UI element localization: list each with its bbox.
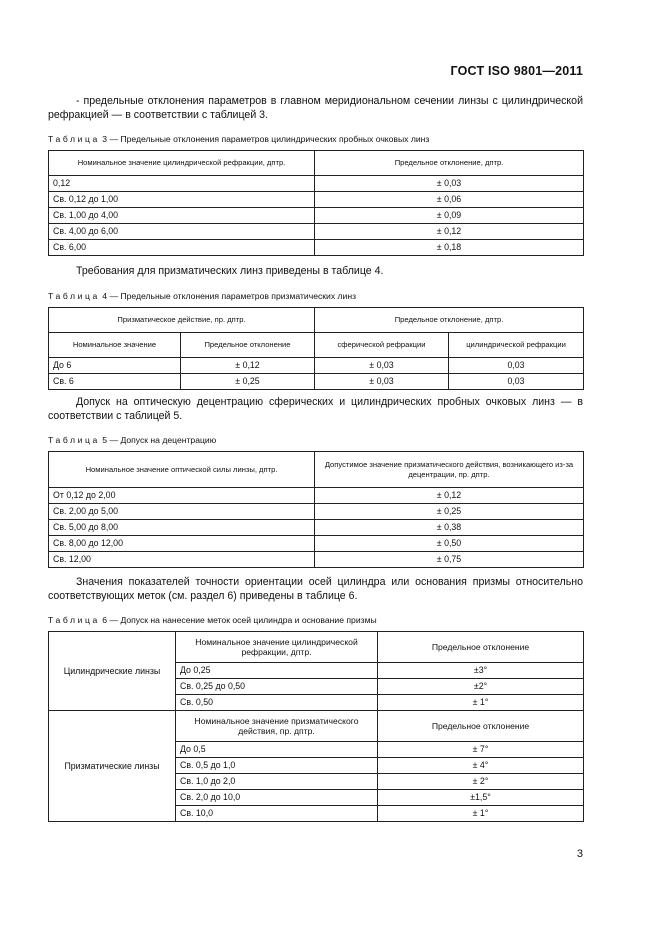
table6-cell: ± 7° bbox=[378, 742, 584, 758]
table6-cell: ±1,5° bbox=[378, 790, 584, 806]
table3-cell: ± 0,12 bbox=[315, 224, 584, 240]
table6-cell: Св. 1,0 до 2,0 bbox=[176, 774, 378, 790]
table6-cell: ±2° bbox=[378, 679, 584, 695]
table3-cell: ± 0,18 bbox=[315, 240, 584, 256]
table6-cell: До 0,5 bbox=[176, 742, 378, 758]
table4-cell: ± 0,12 bbox=[181, 358, 315, 374]
table3 bbox=[48, 150, 584, 256]
table-row bbox=[49, 176, 584, 192]
table3-cell: ± 0,09 bbox=[315, 208, 584, 224]
table4-cell: ± 0,03 bbox=[315, 358, 449, 374]
table6-cyl-header-col2: Предельное отклонение bbox=[378, 632, 584, 663]
orientation-paragraph: Значения показателей точности ориентации осей цилиндра или основания призмы относительно соответствующих меток (см. раздел 6) приведены в таблице 6. bbox=[48, 576, 583, 603]
table3-cell: ± 0,03 bbox=[315, 176, 584, 192]
table3-caption-label: Таблица bbox=[48, 134, 100, 144]
table-row bbox=[49, 536, 584, 552]
table5-caption bbox=[48, 435, 216, 445]
table5-cell: ± 0,75 bbox=[315, 552, 584, 568]
table5-cell: Св. 2,00 до 5,00 bbox=[49, 504, 315, 520]
table6-cell: До 0,25 bbox=[176, 663, 378, 679]
decentration-paragraph: Допуск на оптическую децентрацию сферических и цилиндрических пробных очковых линз — в соответствии с таблицей 5. bbox=[48, 396, 583, 423]
table3-caption-text: 3 — Предельные отклонения параметров цилиндрических пробных очковых линз bbox=[99, 134, 430, 144]
table4-sub-spherical: сферической рефракции bbox=[315, 333, 449, 358]
document-header: ГОСТ ISO 9801—2011 bbox=[450, 64, 583, 78]
table6-group-prismatic: Призматические линзы bbox=[49, 711, 176, 822]
page-number: 3 bbox=[576, 848, 583, 860]
table6-cyl-header-col1: Номинальное значение цилиндрической рефракции, дптр. bbox=[176, 632, 378, 663]
table6 bbox=[48, 631, 584, 822]
table4-cell: 0,03 bbox=[449, 374, 584, 390]
table4-group-prism: Призматическое действие, пр. дптр. bbox=[49, 308, 315, 333]
table4-group-deviation: Предельное отклонение, дптр. bbox=[315, 308, 584, 333]
table3-cell: ± 0,06 bbox=[315, 192, 584, 208]
table6-caption-text: 6 — Допуск на нанесение меток осей цилиндра и основание призмы bbox=[99, 615, 377, 625]
table3-cell: Св. 0,12 до 1,00 bbox=[49, 192, 315, 208]
table5-cell: Св. 12,00 bbox=[49, 552, 315, 568]
table3-cell: Св. 1,00 до 4,00 bbox=[49, 208, 315, 224]
table-row bbox=[49, 208, 584, 224]
table5-caption-text: 5 — Допуск на децентрацию bbox=[99, 435, 217, 445]
table-row bbox=[49, 504, 584, 520]
table6-caption-label: Таблица bbox=[48, 615, 100, 625]
table5-header-col1: Номинальное значение оптической силы линзы, дптр. bbox=[49, 452, 315, 488]
prism-requirements-paragraph: Требования для призматических линз приведены в таблице 4. bbox=[76, 265, 384, 277]
table6-cell: ± 1° bbox=[378, 806, 584, 822]
table4-caption bbox=[48, 291, 356, 301]
table4-cell: До 6 bbox=[49, 358, 181, 374]
table6-cell: Св. 10,0 bbox=[176, 806, 378, 822]
table5-cell: Св. 5,00 до 8,00 bbox=[49, 520, 315, 536]
table-row bbox=[49, 224, 584, 240]
table6-cell: Св. 2,0 до 10,0 bbox=[176, 790, 378, 806]
table3-cell: Св. 4,00 до 6,00 bbox=[49, 224, 315, 240]
table4-caption-text: 4 — Предельные отклонения параметров призматических линз bbox=[99, 291, 357, 301]
table4-cell: ± 0,03 bbox=[315, 374, 449, 390]
table4-sub-nominal: Номинальное значение bbox=[49, 333, 181, 358]
table6-caption bbox=[48, 615, 377, 625]
table6-cell: Св. 0,25 до 0,50 bbox=[176, 679, 378, 695]
table6-group-cylindrical: Цилиндрические линзы bbox=[49, 632, 176, 711]
table5 bbox=[48, 451, 584, 568]
table3-cell: Св. 6,00 bbox=[49, 240, 315, 256]
table4 bbox=[48, 307, 584, 390]
table-row bbox=[49, 552, 584, 568]
table6-cell: ± 1° bbox=[378, 695, 584, 711]
table3-caption bbox=[48, 134, 429, 144]
table-row bbox=[49, 192, 584, 208]
table3-header-col2: Предельное отклонение, дптр. bbox=[315, 151, 584, 176]
table6-cell: Св. 0,5 до 1,0 bbox=[176, 758, 378, 774]
table6-cell: ±3° bbox=[378, 663, 584, 679]
table6-prism-header-col1: Номинальное значение призматического действия, пр. дптр. bbox=[176, 711, 378, 742]
table6-cell: Св. 0,50 bbox=[176, 695, 378, 711]
table4-sub-deviation: Предельное отклонение bbox=[181, 333, 315, 358]
table5-cell: ± 0,50 bbox=[315, 536, 584, 552]
table-row bbox=[49, 240, 584, 256]
table4-cell: 0,03 bbox=[449, 358, 584, 374]
table5-cell: ± 0,38 bbox=[315, 520, 584, 536]
table5-cell: ± 0,12 bbox=[315, 488, 584, 504]
table6-cell: ± 4° bbox=[378, 758, 584, 774]
table5-caption-label: Таблица bbox=[48, 435, 100, 445]
table5-cell: Св. 8,00 до 12,00 bbox=[49, 536, 315, 552]
table-row bbox=[49, 374, 584, 390]
intro-paragraph: - предельные отклонения параметров в главном меридиональном сечении линзы с цилиндрической рефракцией — в соответствии с таблицей 3. bbox=[48, 95, 583, 122]
table4-cell: Св. 6 bbox=[49, 374, 181, 390]
table5-header-col2: Допустимое значение призматического действия, возникающего из-за децентрации, пр. дптр. bbox=[315, 452, 584, 488]
table6-prism-header-col2: Предельное отклонение bbox=[378, 711, 584, 742]
table3-cell: 0,12 bbox=[49, 176, 315, 192]
table5-cell: ± 0,25 bbox=[315, 504, 584, 520]
table3-header-col1: Номинальное значение цилиндрической рефракции, дптр. bbox=[49, 151, 315, 176]
table4-caption-label: Таблица bbox=[48, 291, 100, 301]
table-row bbox=[49, 520, 584, 536]
table4-cell: ± 0,25 bbox=[181, 374, 315, 390]
table-row bbox=[49, 488, 584, 504]
table4-sub-cylindrical: цилиндрической рефракции bbox=[449, 333, 584, 358]
table-row bbox=[49, 358, 584, 374]
table6-cell: ± 2° bbox=[378, 774, 584, 790]
table5-cell: От 0,12 до 2,00 bbox=[49, 488, 315, 504]
